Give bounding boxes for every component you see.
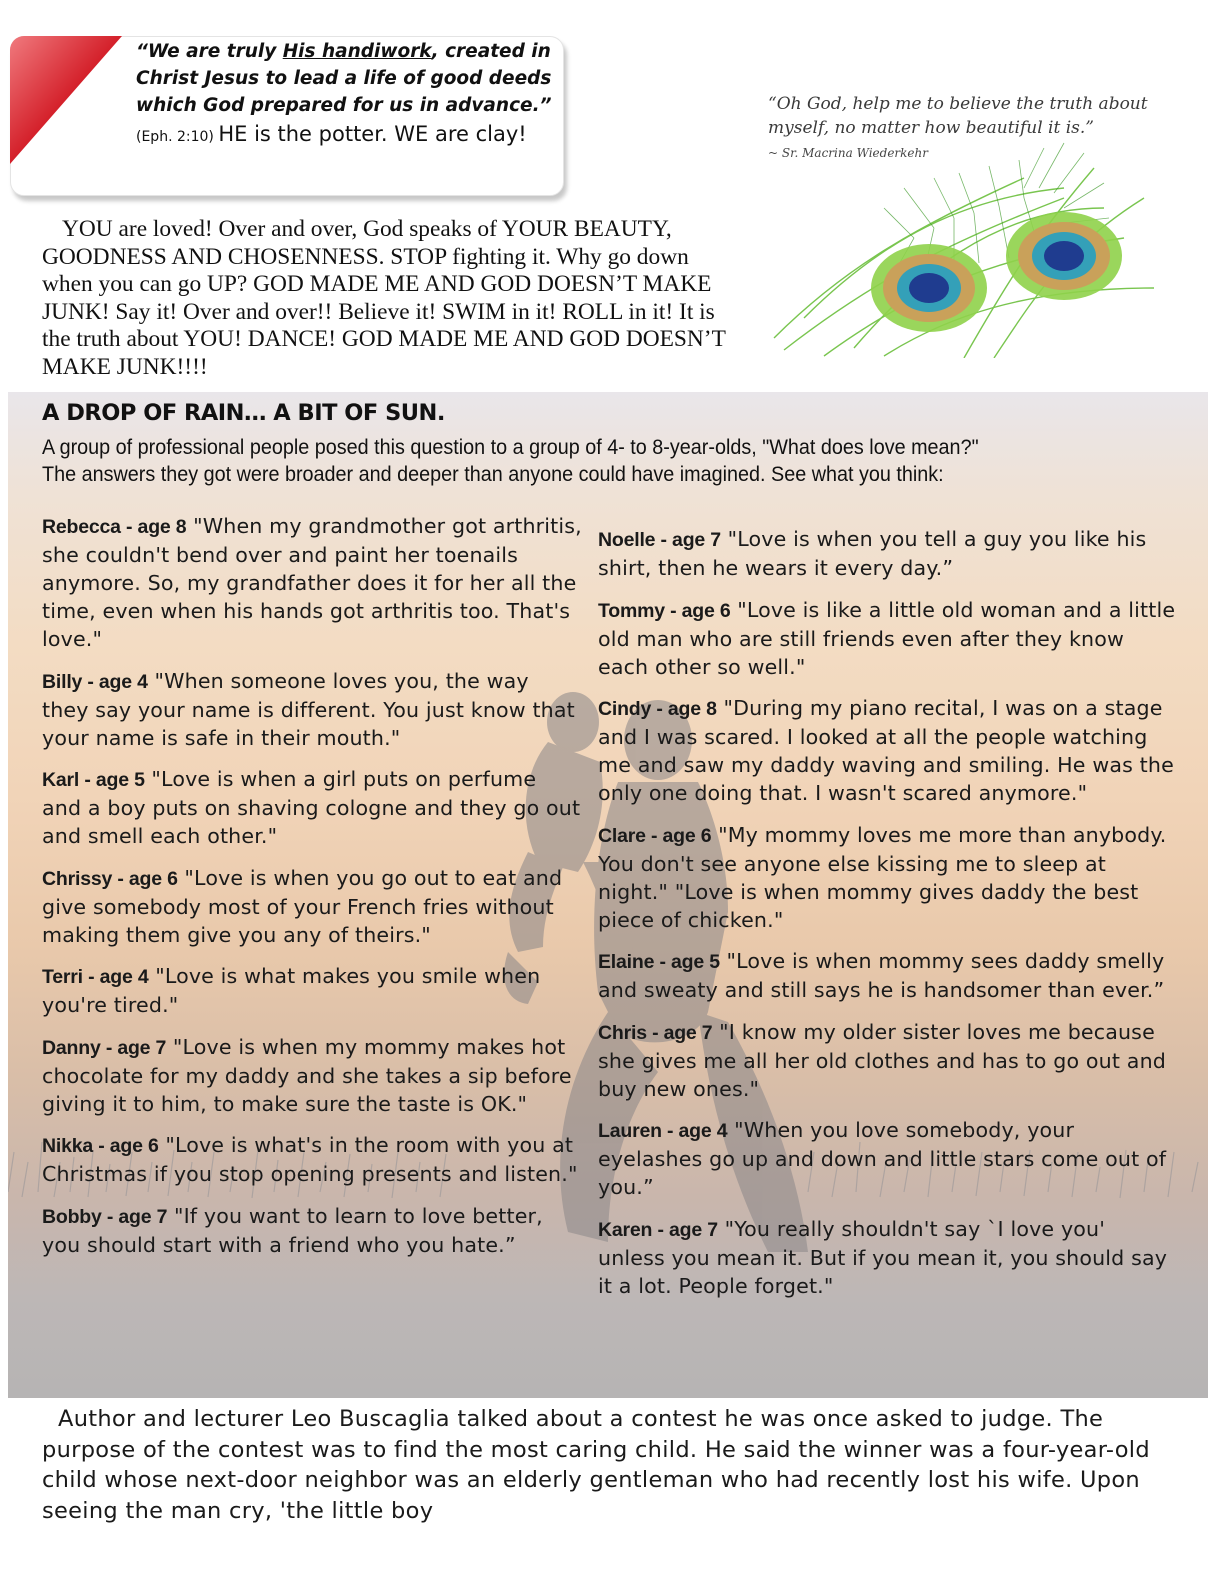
child-name: Bobby - age 7 <box>42 1205 168 1228</box>
child-name: Elaine - age 5 <box>598 951 720 973</box>
answer-text: "Love is what makes you smile when you're tired." <box>42 964 541 1017</box>
answer-item <box>598 596 1178 681</box>
child-name: Cindy - age 8 <box>598 698 717 720</box>
answer-item <box>598 1018 1178 1103</box>
answer-text: "If you want to learn to love better, you should start with a friend who you hate.” <box>42 1203 543 1257</box>
quote-reference: (Eph. 2:10) <box>136 129 219 145</box>
answer-text: "You really shouldn't say `I love you' unless you mean it. But if you mean it, you should say it a lot. People forget." <box>598 1216 1168 1298</box>
intro-paragraph: YOU are loved! Over and over, God speaks of YOUR BEAUTY, GOODNESS AND CHOSENNESS. STOP fighting it. Why go down when you can go UP? GOD MADE ME AND GOD DOESN’T MAKE JUNK! Say it! Over and over!! Believe it! SWIM in it! ROLL in it! It is the truth about YOU! DANCE! GOD MADE ME AND GOD DOESN’T MAKE JUNK!!!! <box>42 216 726 380</box>
answer-item <box>598 1116 1178 1201</box>
section-intro <box>42 434 1054 487</box>
answer-item <box>42 1131 582 1188</box>
child-name: Danny - age 7 <box>42 1036 167 1059</box>
answer-text: "Love is when a girl puts on perfume and a boy puts on shaving cologne and they go out and smell each other." <box>42 767 581 848</box>
answer-text: "Love is when mommy sees daddy smelly and sweaty and still says he is handsomer than ever.” <box>598 949 1165 1002</box>
quote-tagline: HE is the potter. WE are clay! <box>218 122 527 146</box>
answer-text: "I know my older sister loves me because she gives me all her old clothes and has to go out and buy new ones." <box>598 1019 1166 1101</box>
child-name: Chris - age 7 <box>598 1021 713 1044</box>
answer-item <box>598 525 1178 582</box>
answer-item <box>598 821 1178 934</box>
quote-lead: “We are truly <box>136 41 283 62</box>
section-intro-line-1: A group of professional people posed this question to a group of 4- to 8-year-olds, "What does love mean?" <box>42 435 979 459</box>
section-intro-line-2: The answers they got were broader and deeper than anyone could have imagined. See what you think: <box>42 461 944 486</box>
child-name: Karl - age 5 <box>42 769 145 791</box>
answer-item <box>42 512 582 653</box>
child-name: Karen - age 7 <box>598 1218 718 1241</box>
answer-item <box>598 947 1178 1004</box>
answer-item <box>598 1215 1178 1300</box>
child-name: Clare - age 6 <box>598 824 712 847</box>
section-title: A DROP OF RAIN… A BIT OF SUN. <box>42 400 445 426</box>
buscaglia-story-paragraph: Author and lecturer Leo Buscaglia talked about a contest he was once asked to judge. The purpose of the contest was to find the most caring child. He said the winner was a four-year-old child whose next-door neighbor was an elderly gentleman who had recently lost his wife. Upon seeing the man cry, 'the little boy <box>42 1406 1150 1524</box>
answer-item <box>42 864 582 949</box>
answer-text: "Love is when my mommy makes hot chocolate for my daddy and she takes a sip before giving it to him, to make sure the taste is OK." <box>42 1034 572 1116</box>
answer-text: "When you love somebody, your eyelashes go up and down and little stars come out of you.” <box>598 1118 1167 1199</box>
answer-text: "My mommy loves me more than anybody. You don't see anyone else kissing me to sleep at night." "Love is when mommy gives daddy the best piece of chicken." <box>598 822 1167 932</box>
answer-text: "Love is like a little old woman and a little old man who are still friends even after they know each other so well." <box>598 597 1176 679</box>
child-name: Nikka - age 6 <box>42 1135 159 1157</box>
answer-text: "When someone loves you, the way they say your name is different. You just know that your name is safe in their mouth." <box>42 668 575 750</box>
answer-text: "Love is what's in the room with you at Christmas if you stop opening presents and listen." <box>42 1133 578 1186</box>
answer-text: "When my grandmother got arthritis, she couldn't bend over and paint her toenails anymore. So, my grandfather does it for her all the time, even when his hands got arthritis too. That's love." <box>42 514 582 651</box>
child-name: Tommy - age 6 <box>598 599 731 622</box>
answer-item <box>42 765 582 850</box>
answer-text: "Love is when you go out to eat and give somebody most of your French fries without making them give you any of theirs." <box>42 865 563 947</box>
child-name: Lauren - age 4 <box>598 1120 728 1142</box>
answer-text: "Love is when you tell a guy you like his shirt, then he wears it every day.” <box>598 527 1147 580</box>
child-name: Terri - age 4 <box>42 966 149 988</box>
answer-item <box>42 1202 582 1259</box>
child-name: Billy - age 4 <box>42 670 148 693</box>
answer-item <box>42 667 582 752</box>
child-name: Chrissy - age 6 <box>42 867 178 890</box>
answer-text: "During my piano recital, I was on a stage and I was scared. I looked at all the people watching me and saw my daddy waving and smiling. He was the only one doing that. I wasn't scared anymore." <box>598 696 1174 805</box>
answer-item <box>598 694 1178 807</box>
quote-rest: , created in Christ Jesus to lead a life of good deeds which God prepared for us in advance.” <box>136 41 552 116</box>
child-name: Rebecca - age 8 <box>42 516 187 538</box>
feather-quote: “Oh God, help me to believe the truth about myself, no matter how beautiful it is.” <box>768 94 1148 138</box>
answer-item <box>42 1033 582 1118</box>
quote-underlined: His handiwork <box>282 41 432 62</box>
red-corner-ribbon <box>10 36 122 164</box>
left-answers-column <box>42 512 582 1272</box>
answer-item <box>42 962 582 1019</box>
child-name: Noelle - age 7 <box>598 529 721 551</box>
scripture-quote <box>136 38 556 151</box>
right-answers-column <box>598 525 1178 1313</box>
feather-attribution: ~ Sr. Macrina Wiederkehr <box>768 146 928 160</box>
